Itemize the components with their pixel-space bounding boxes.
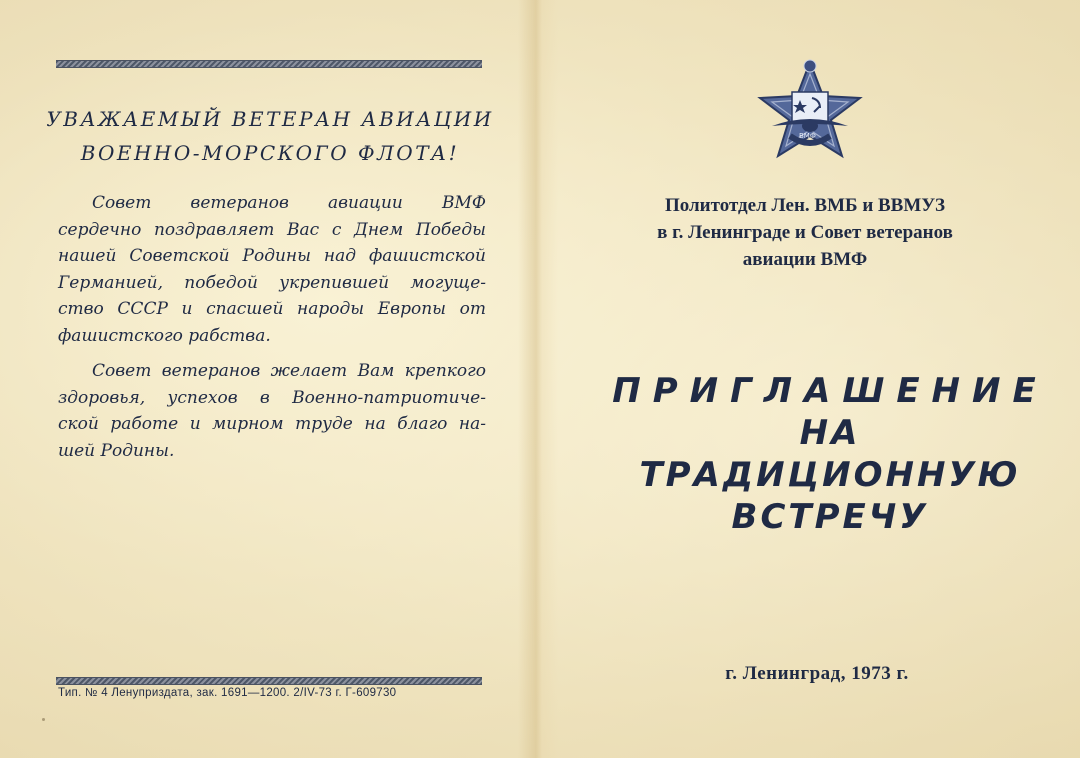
paragraph-line: ской работе и мирном труде на благо на- [58, 414, 486, 435]
paragraph-line: ство СССР и спасшей народы Европы от [58, 299, 486, 320]
issuer-line: авиации ВМФ [742, 249, 868, 270]
badge-label: ВМФ [799, 132, 816, 140]
greeting-line: УВАЖАЕМЫЙ ВЕТЕРАН АВИАЦИИ [46, 107, 494, 131]
title-line: НА [799, 413, 861, 453]
paragraph-line: здоровья, успехов в Военно-патриотиче- [58, 387, 486, 408]
print-imprint: Тип. № 4 Ленуприздата, зак. 1691—1200. 2/IV-73 г. Г-609730 [58, 687, 397, 699]
paragraph-line: Совет ветеранов авиации ВМФ [92, 193, 486, 213]
place-and-date: г. Ленинград, 1973 г. [725, 663, 909, 684]
greeting-heading [40, 102, 500, 170]
paragraph-line: шей Родины. [58, 440, 175, 461]
right-page [540, 0, 1080, 758]
greeting-line: ВОЕННО-МОРСКОГО ФЛОТА! [80, 141, 460, 165]
bottom-ornamental-rule [56, 677, 482, 685]
paragraph-line: нашей Советской Родины над фашистской [58, 246, 486, 267]
paper-speck [42, 718, 45, 721]
issuer-line: Политотдел Лен. ВМБ и ВВМУЗ [664, 195, 946, 216]
paragraph-line: Совет ветеранов желает Вам крепкого [92, 361, 486, 381]
paragraph-line: фашистского рабства. [58, 325, 271, 346]
navy-aviation-veterans-star-badge-icon [750, 56, 870, 172]
title-line: ТРАДИЦИОННУЮ [639, 455, 1021, 495]
paragraph-line: сердечно поздравляет Вас с Днем Победы [58, 219, 486, 240]
congratulation-paragraph [58, 190, 486, 350]
issuer-line: в г. Ленинграде и Совет ветеранов [657, 222, 953, 243]
issuer-block [600, 192, 1010, 273]
title-line: ВСТРЕЧУ [731, 497, 929, 537]
top-ornamental-rule [56, 60, 482, 68]
wishes-paragraph [58, 358, 486, 464]
title-line: ПРИГЛАШЕНИЕ [612, 371, 1048, 411]
paragraph-line: Германией, победой укрепившей могуще- [58, 272, 486, 293]
invitation-title [580, 370, 1080, 538]
